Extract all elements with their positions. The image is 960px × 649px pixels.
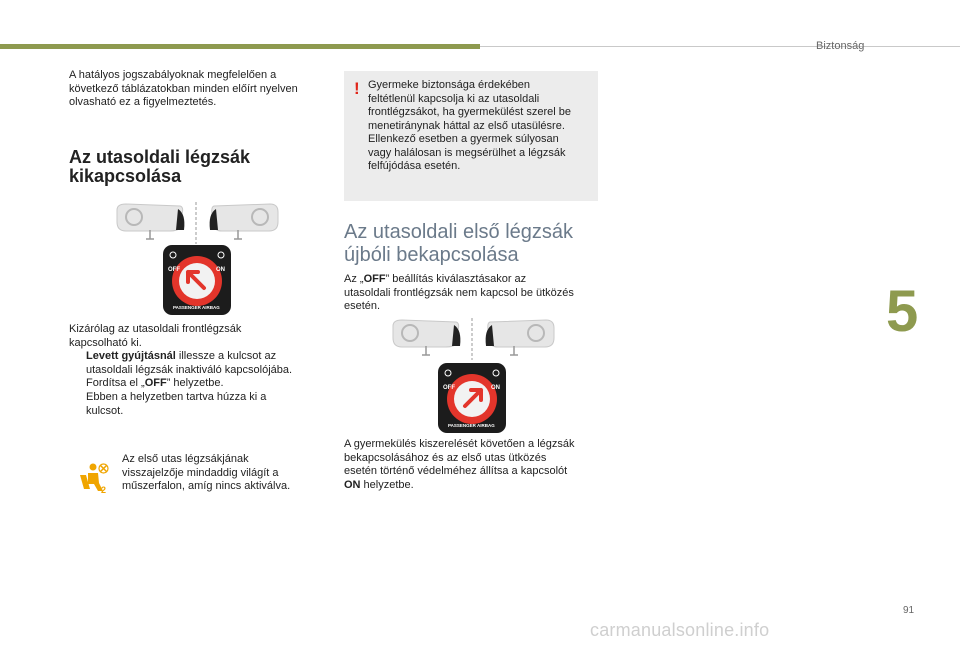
airbag-switch-on-icon: [438, 363, 506, 433]
indicator-paragraph: Az első utas légzsákjának visszajelzője mindaddig világít a műszerfalon, amíg nincs aktiválva.: [122, 453, 291, 492]
switch-on-label: ON: [216, 267, 225, 273]
list-item-step-3-cont: kulcsot.: [86, 405, 124, 417]
switch-ring-label: PASSENGER AIRBAG: [173, 305, 220, 310]
intro-paragraph: A hatályos jogszabályoknak megfelelően a következő táblázatokban minden előírt nyelven olvasható ez a figyelmeztetés.: [69, 69, 298, 108]
chapter-number: 5: [886, 279, 919, 344]
warning-icon: !: [354, 79, 360, 98]
page-number: 91: [903, 605, 915, 616]
list-item-step-3: Ebben a helyzetben tartva húzza ki a: [86, 391, 267, 403]
header-rule: [480, 46, 960, 47]
section-heading-reactivate: Az utasoldali első légzsák újbóli bekapcsolása: [344, 221, 574, 266]
list-item-step-1: Levett gyújtásnál illessze a kulcsot az: [86, 350, 277, 362]
section-label: Biztonság: [816, 40, 865, 52]
reactivate-paragraph-2: A gyermekülés kiszerelését követően a légzsák bekapcsolásához és az első utas ütközés esetén történő védelméhez állítsa a kapcsolót ON helyzetbe.: [344, 438, 575, 491]
switch-off-label: OFF: [443, 385, 455, 391]
reactivate-paragraph-1: Az „OFF” beállítás kiválasztásakor az utasoldali frontlégzsák nem kapcsol be ütközés esetén.: [344, 273, 574, 312]
svg-text:2: 2: [101, 485, 107, 495]
warning-text: Gyermeke biztonsága érdekében feltétlenül kapcsolja ki az utasoldali frontlégzsákot, ha gyermekülést szerel be menetiránynak háttal az első utasülésre. Ellenkező esetben a gyermek súlyosan vagy halálosan is megsérülhet a légzsák felfújódása esetén.: [368, 79, 571, 172]
header-accent-bar: [0, 44, 480, 49]
section-heading-deactivate: Az utasoldali légzsák kikapcsolása: [69, 147, 251, 186]
switch-off-label: OFF: [168, 267, 180, 273]
airbag-switch-off-icon: [163, 245, 231, 315]
list-item-step-2: Fordítsa el „OFF” helyzetbe.: [86, 377, 224, 389]
passenger-airbag-off-indicator-icon: [76, 461, 110, 495]
body-paragraph: Kizárólag az utasoldali frontlégzsák kapcsolható ki.: [69, 323, 242, 349]
dashboard-airbag-illustration-right: [388, 318, 558, 360]
list-item-step-1-cont: utasoldali légzsák inaktiváló kapcsolójába.: [86, 364, 293, 376]
switch-ring-label: PASSENGER AIRBAG: [448, 423, 495, 428]
switch-on-label: ON: [491, 385, 500, 391]
watermark: carmanualsonline.info: [590, 620, 770, 640]
dashboard-airbag-illustration: [112, 202, 282, 244]
